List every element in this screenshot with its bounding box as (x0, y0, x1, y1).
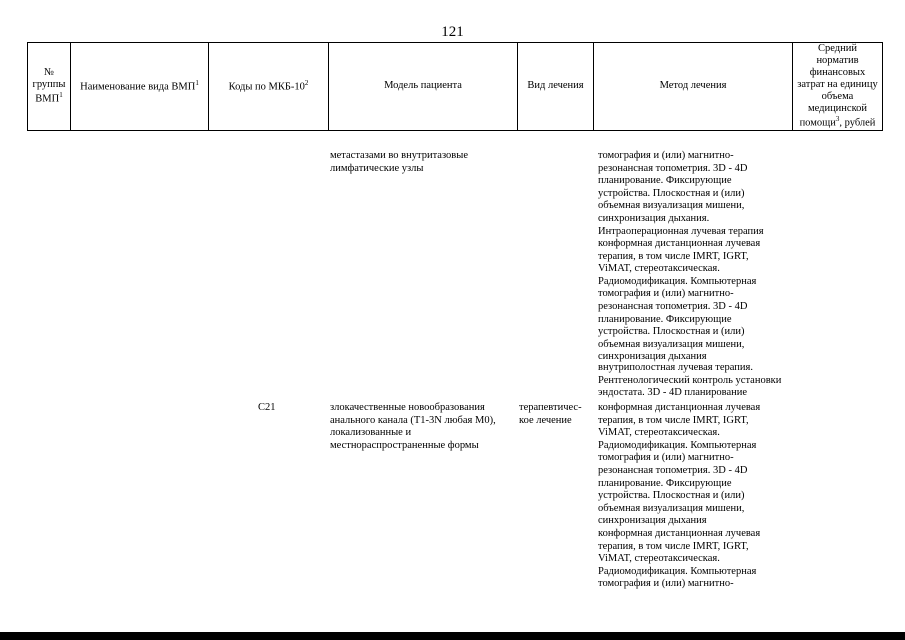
header-average-cost-unit: , рублей (839, 117, 876, 129)
treatment-method-cell: конформная дистанционная лучевая терапия, в том числе IMRT, IGRT, ViMAT, стереотаксическая. Радиомодификация. Компьютерная томография и (или) магнитно- резонансная топометрия. 3D - 4D планирование. Фиксирующие устройства. Плоскостная и (или) объемная визуализация мишени, синхронизация дыхания (598, 238, 761, 363)
header-group-number (28, 43, 71, 130)
scan-bottom-edge (0, 632, 905, 640)
footnote-mark: 1 (59, 91, 63, 100)
treatment-type-cell: терапевтичес- кое лечение (519, 402, 582, 426)
header-group-number-text: № группы ВМП (32, 67, 66, 105)
page-number: 121 (441, 24, 464, 40)
header-icd-codes-text: Коды по МКБ-10 (228, 81, 305, 93)
patient-model-cell: злокачественные новообразования анального канала (T1-3N любая M0), локализованные и местнораспространенные формы (330, 402, 496, 451)
footnote-mark: 2 (304, 79, 309, 88)
footnote-mark: 3 (835, 115, 840, 124)
header-patient-model: Модель пациента (329, 43, 518, 130)
treatment-method-cell: конформная дистанционная лучевая терапия, в том числе IMRT, IGRT, ViMAT, стереотаксическая. Радиомодификация. Компьютерная томография и (или) магнитно- (598, 528, 761, 590)
header-average-cost (793, 43, 882, 130)
footnote-mark: 1 (195, 79, 199, 88)
treatment-method-cell: конформная дистанционная лучевая терапия, в том числе IMRT, IGRT, ViMAT, стереотаксическая. Радиомодификация. Компьютерная томография и (или) магнитно- резонансная топометрия. 3D - 4D планирование. Фиксирующие устройства. Плоскостная и (или) объемная визуализация мишени, синхронизация дыхания (598, 402, 761, 527)
patient-model-cell: метастазами во внутритазовые лимфатические узлы (330, 150, 468, 174)
header-treatment-type: Вид лечения (518, 43, 594, 130)
treatment-method-cell: томография и (или) магнитно- резонансная топометрия. 3D - 4D планирование. Фиксирующие устройства. Плоскостная и (или) объемная визуализация мишени, синхронизация дыхания. Интраоперационная лучевая терапия (598, 150, 764, 237)
treatment-method-cell: внутриполостная лучевая терапия. Рентгенологический контроль установки эндостата. 3D - 4D планирование (598, 362, 782, 399)
header-average-cost-text: Средний норматив финансовых затрат на единицу объема медицинской помощи (797, 43, 878, 129)
icd-code-cell: C21 (258, 402, 276, 413)
header-vmp-name (71, 43, 209, 130)
header-icd-codes (209, 43, 329, 130)
header-vmp-name-text: Наименование вида ВМП (80, 81, 196, 93)
table-header (27, 42, 883, 131)
header-treatment-method: Метод лечения (594, 43, 793, 130)
